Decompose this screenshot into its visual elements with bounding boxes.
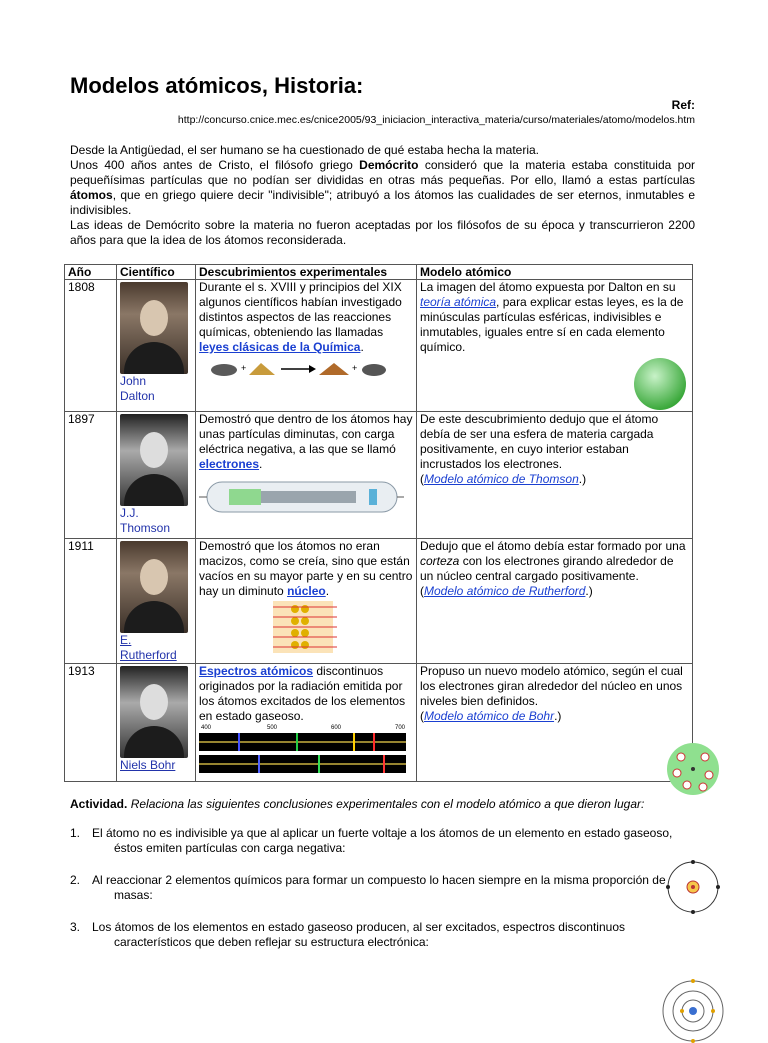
scientist-cell [117,412,196,539]
question-number: 2. [70,873,81,887]
cathode-tube-illustration [199,472,404,522]
rutherford-portrait [120,541,188,633]
scientist-name-last: Dalton [120,389,155,403]
header-year: Año [65,265,117,280]
discovery-text: Demostró que dentro de los átomos hay unas partículas diminutas, con carga eléctrica negativa, a las que se llamó [199,412,413,456]
spectrum-tick: 400 [201,725,212,731]
reaction-illustration [199,355,389,377]
electrones-link[interactable]: electrones [199,457,260,471]
question-text: Los átomos de los elementos en estado gaseoso producen, al ser excitados, espectros discontinuos característicos que deben reflejar su estructura electrónica: [92,920,625,949]
scientist-name-first[interactable]: E. [120,633,132,647]
discovery-cell [196,539,417,664]
intro-paragraph-1: Desde la Antigüedad, el ser humano se ha cuestionado de qué estaba hecha la materia. [70,143,539,157]
intro-p2-e: , que en griego quiere decir "indivisible"; atribuyó a los átomos las cualidades de ser eternos, inmutables e indivisibles. [70,188,695,217]
discovery-end: . [259,457,263,471]
ref-url: http://concurso.cnice.mec.es/cnice2005/93_iniciacion_interactiva_materia/curso/materiales/atomo/modelos.htm [177,114,695,126]
list-item [70,873,695,903]
svg-text:+: + [352,363,358,373]
dalton-portrait [120,282,188,374]
bohr-model-icon [661,979,725,1043]
discovery-cell [196,664,417,782]
scientist-cell [117,539,196,664]
table-row [65,539,693,664]
ref-label: Ref: [671,98,695,112]
model-cell [417,539,693,664]
question-list [70,826,695,967]
question-text: Al reaccionar 2 elementos químicos para formar un compuesto lo hacen siempre en la misma proporción de masas: [92,873,666,902]
discovery-text: discontinuos originados por la radiación emitida por los átomos excitados de los elementos en estado gaseoso. [199,664,406,723]
year-cell: 1911 [65,539,117,664]
democrito-bold: Demócrito [359,158,419,172]
table-row [65,664,693,782]
paren-open: ( [420,472,424,486]
activity-lead: Actividad. [70,797,128,811]
page-title: Modelos atómicos, Historia: [70,73,364,98]
dalton-sphere-icon [632,357,692,413]
scientist-name-first: J.J. [120,506,139,520]
model-text-b: con los electrones girando alrededor de un núcleo central cargado positivamente. [420,554,674,583]
thomson-portrait [120,414,188,506]
header-discoveries: Descubrimientos experimentales [196,265,417,280]
intro-p2-a: Unos 400 años antes de Cristo, el filósofo griego [70,158,360,172]
svg-text:+: + [241,363,247,373]
modelo-rutherford-link[interactable]: Modelo atómico de Rutherford [424,584,586,598]
espectros-link[interactable]: Espectros atómicos [199,664,314,678]
spectrum-tick: 500 [267,725,278,731]
bohr-portrait [120,666,188,758]
intro-p2-c: consideró que la materia estaba constituida por pequeñísimas partículas que no podían ser divididas en otras más pequeñas. Por ello, llamó a estas partículas [70,158,695,187]
model-text-a: La imagen del átomo expuesta por Dalton en su [420,280,676,294]
discovery-end: . [325,584,330,598]
paren-open: ( [420,584,424,598]
paren-close: .) [578,472,587,486]
leyes-clasicas-link[interactable]: leyes clásicas de la Química [199,340,361,354]
model-text-a: De este descubrimiento dedujo que el átomo debía de ser una esfera de materia cargada positivamente, en cuyo interior estaban incrustados los electrones. [420,412,659,471]
discovery-text: Durante el s. XVIII y principios del XIX algunos científicos habían investigado distintos aspectos de las reacciones químicas, obteniendo las llamadas [199,280,402,339]
discovery-text: Demostró que los átomos no eran macizos, como se creía, sino que están vacíos en su mayor parte y en su centro hay un diminuto [199,539,413,598]
spectrum-tick: 700 [395,725,406,731]
table-row [65,412,693,539]
scientist-name-last[interactable]: Rutherford [120,648,177,662]
modelo-bohr-link[interactable]: Modelo atómico de Bohr [424,709,555,723]
header-model: Modelo atómico [417,265,693,280]
model-cell [417,412,693,539]
scientist-cell [117,664,196,782]
list-item [70,826,695,856]
table-row [65,280,693,412]
intro-text [70,143,695,248]
year-cell: 1808 [65,280,117,412]
model-text-a: Propuso un nuevo modelo atómico, según el cual los electrones giran alrededor del núcleo en unos niveles bien definidos. [420,664,683,708]
thomson-model-icon [665,741,721,797]
header-scientist: Científico [117,265,196,280]
question-number: 3. [70,920,81,934]
history-table [64,264,693,782]
intro-paragraph-3: Las ideas de Demócrito sobre la materia no fueron aceptadas por los filósofos de su época y transcurrieron 2200 años para que la idea de los átomos reconsiderada. [70,218,695,247]
scientist-cell [117,280,196,412]
model-text-a: Dedujo que el átomo debía estar formado por una [420,539,686,553]
paren-close: .) [585,584,593,598]
discovery-end: . [360,340,364,354]
emission-spectrum-icon [199,733,406,775]
atomos-bold: átomos [70,188,113,202]
scientist-name[interactable]: Niels Bohr [120,758,176,772]
intro-paragraph-2 [70,158,695,218]
teoria-atomica-link[interactable]: teoría atómica [420,295,497,309]
corteza-italic: corteza [420,554,460,568]
year-cell: 1913 [65,664,117,782]
paren-open: ( [420,709,424,723]
modelo-thomson-link[interactable]: Modelo atómico de Thomson [424,472,579,486]
question-text: El átomo no es indivisible ya que al aplicar un fuerte voltaje a los átomos de un elemento en estado gaseoso, éstos emiten partículas con carga negativa: [92,826,673,855]
table-header-row [65,265,693,280]
year-cell: 1897 [65,412,117,539]
scientist-name-last: Thomson [120,521,171,535]
spectrum-tick: 600 [331,725,342,731]
discovery-cell [196,280,417,412]
model-text-b: , para explicar estas leyes, es la de minúsculas partículas esféricas, indivisibles e inmutables, iguales entre sí en cada elemento químico. [420,295,684,354]
paren-close: .) [554,709,562,723]
list-item [70,920,695,950]
model-cell [417,280,693,412]
gold-foil-illustration [267,599,347,655]
spectrum-figure [199,724,406,776]
activity-text: Relaciona las siguientes conclusiones experimentales con el modelo atómico a que dieron lugar: [127,797,645,811]
scientist-name-first: John [120,374,147,388]
question-number: 1. [70,826,81,840]
model-cell [417,664,693,782]
nucleo-link[interactable]: núcleo [287,584,326,598]
activity-instructions [70,797,695,812]
discovery-cell [196,412,417,539]
